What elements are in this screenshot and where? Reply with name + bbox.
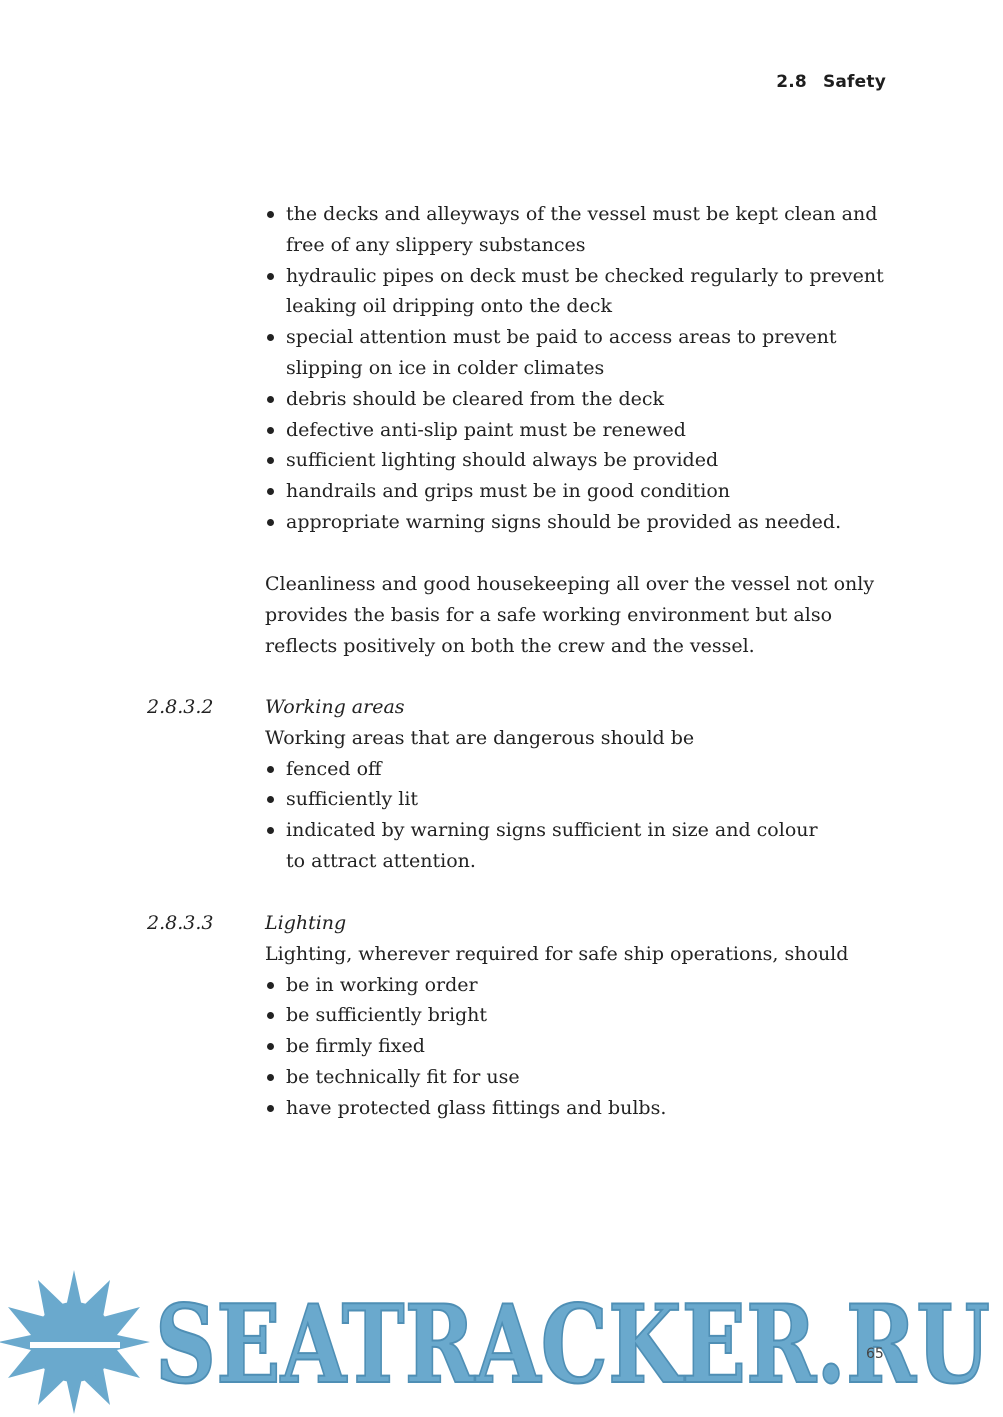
list-item: defective anti-slip paint must be renewed: [265, 415, 895, 446]
running-header: [776, 72, 886, 92]
page-number: 65: [866, 1346, 884, 1362]
list-item: be firmly fixed: [265, 1031, 895, 1062]
list-item: debris should be cleared from the deck: [265, 384, 895, 415]
section-title: Lighting: [265, 912, 347, 934]
sunburst-logo-icon: [0, 1270, 150, 1414]
section-lighting: [265, 908, 895, 1124]
list-item: appropriate warning signs should be provided as needed.: [265, 507, 895, 538]
section-title: Working areas: [265, 696, 405, 718]
intro-bullet-list-container: [265, 199, 895, 538]
list-item: hydraulic pipes on deck must be checked regularly to prevent leaking oil dripping onto the deck: [265, 261, 895, 323]
list-item: have protected glass fittings and bulbs.: [265, 1093, 895, 1124]
list-item: indicated by warning signs sufficient in size and colour to attract attention.: [265, 815, 831, 877]
section-number-lighting: 2.8.3.3: [147, 912, 214, 934]
list-item: handrails and grips must be in good condition: [265, 476, 895, 507]
section-lead: Lighting, wherever required for safe ship operations, should: [265, 942, 849, 965]
watermark-text: SEATRACKER.RU: [155, 1282, 990, 1408]
cleanliness-paragraph: Cleanliness and good housekeeping all over the vessel not only provides the basis for a safe working environment but also reflects positively on both the crew and the vessel.: [265, 573, 875, 657]
list-item: sufficiently lit: [265, 784, 895, 815]
seatracker-watermark: [0, 1262, 1003, 1417]
intro-bullet-list: [265, 199, 895, 538]
list-item: the decks and alleyways of the vessel must be kept clean and free of any slippery substances: [265, 199, 895, 261]
list-item: be in working order: [265, 970, 895, 1001]
header-section-number: 2.8: [776, 72, 807, 92]
section-working-areas: [265, 692, 895, 877]
section-number-working-areas: 2.8.3.2: [147, 696, 214, 718]
list-item: fenced off: [265, 754, 895, 785]
header-section-title: Safety: [822, 72, 886, 92]
list-item: special attention must be paid to access areas to prevent slipping on ice in colder climates: [265, 322, 895, 384]
list-item: sufficient lighting should always be provided: [265, 445, 895, 476]
section-lead: Working areas that are dangerous should be: [265, 726, 695, 749]
working-areas-bullet-list: [265, 754, 895, 877]
lighting-bullet-list: [265, 970, 895, 1124]
list-item: be sufficiently bright: [265, 1000, 895, 1031]
list-item: be technically fit for use: [265, 1062, 895, 1093]
